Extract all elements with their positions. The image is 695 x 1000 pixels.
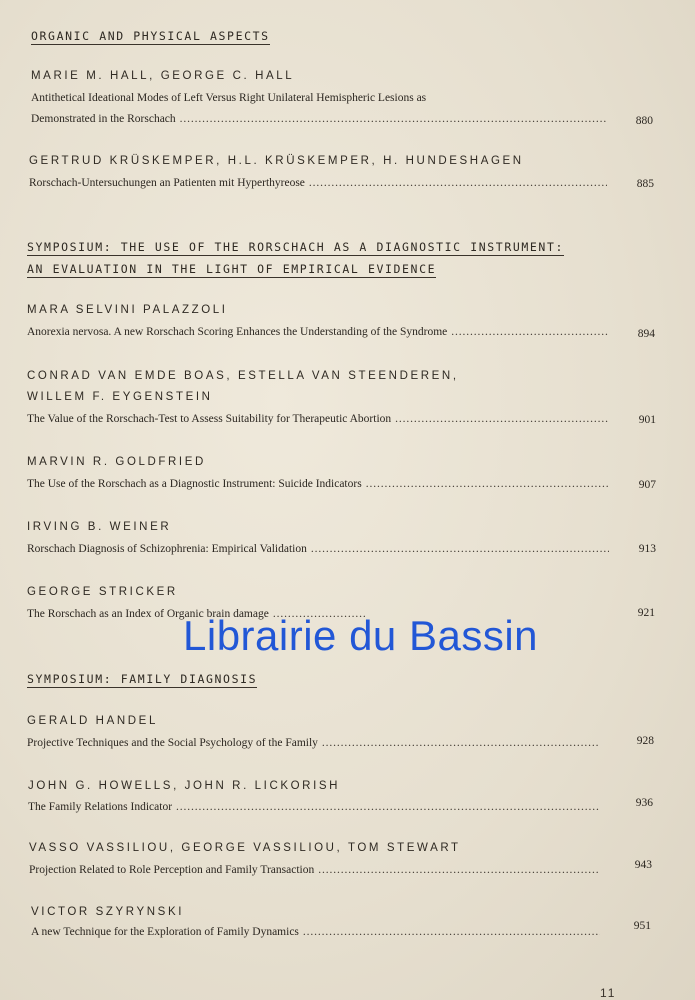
dot-leader [176, 801, 600, 813]
entry-title [31, 92, 611, 104]
entry-title-text: Projection Related to Role Perception and Family Transaction [29, 864, 315, 876]
dot-leader [318, 864, 600, 876]
section-heading: SYMPOSIUM: FAMILY DIAGNOSIS [27, 672, 258, 686]
entry-authors-continued: WILLEM F. EYGENSTEIN [27, 391, 213, 403]
entry-title-text: The Family Relations Indicator [28, 801, 173, 813]
entry-title-text: The Value of the Rorschach-Test to Assess Suitability for Therapeutic Abortion [27, 413, 392, 425]
entry-title-text: Demonstrated in the Rorschach [31, 113, 176, 125]
section-heading-continued: AN EVALUATION IN THE LIGHT OF EMPIRICAL EVIDENCE [27, 262, 437, 276]
entry-title-continued [31, 113, 606, 125]
entry-page-number: 928 [636, 735, 654, 747]
entry-title-text: The Rorschach as an Index of Organic brain damage [27, 608, 269, 620]
entry-title [27, 326, 609, 338]
entry-authors: GERTRUD KRÜSKEMPER, H.L. KRÜSKEMPER, H. HUNDESHAGEN [29, 155, 524, 167]
entry-page-number: 901 [638, 414, 656, 426]
section-heading: ORGANIC AND PHYSICAL ASPECTS [31, 29, 270, 43]
entry-title [31, 926, 600, 938]
dot-leader [322, 737, 600, 749]
entry-page-number: 880 [635, 115, 653, 127]
entry-title-text: Antithetical Ideational Modes of Left Versus Right Unilateral Hemispheric Lesions as [31, 92, 427, 104]
entry-page-number: 894 [637, 328, 655, 340]
entry-authors: IRVING B. WEINER [27, 521, 172, 533]
entry-title [29, 864, 600, 876]
dot-leader [309, 177, 607, 189]
entry-authors: MARA SELVINI PALAZZOLI [27, 304, 228, 316]
entry-authors: MARVIN R. GOLDFRIED [27, 456, 206, 468]
section-heading: SYMPOSIUM: THE USE OF THE RORSCHACH AS A DIAGNOSTIC INSTRUMENT: [27, 240, 564, 254]
dot-leader [395, 413, 609, 425]
entry-page-number: 943 [634, 859, 652, 871]
entry-authors: CONRAD VAN EMDE BOAS, ESTELLA VAN STEENDEREN, [27, 370, 459, 382]
entry-authors: GEORGE STRICKER [27, 586, 178, 598]
entry-title [27, 478, 609, 490]
watermark-text: Librairie du Bassin [183, 612, 539, 659]
dot-leader [451, 326, 609, 338]
entry-page-number: 936 [635, 797, 653, 809]
entry-authors: GERALD HANDEL [27, 715, 158, 727]
dot-leader [303, 926, 600, 938]
entry-page-number: 907 [638, 479, 656, 491]
entry-title-text: Rorschach Diagnosis of Schizophrenia: Empirical Validation [27, 543, 307, 555]
entry-page-number: 921 [637, 607, 655, 619]
dot-leader [180, 113, 606, 125]
entry-authors: VASSO VASSILIOU, GEORGE VASSILIOU, TOM STEWART [29, 842, 461, 854]
entry-authors: MARIE M. HALL, GEORGE C. HALL [31, 70, 295, 82]
entry-authors: VICTOR SZYRYNSKI [31, 906, 185, 918]
entry-title-text: Anorexia nervosa. A new Rorschach Scoring Enhances the Understanding of the Syndrome [27, 326, 448, 338]
entry-page-number: 913 [638, 543, 656, 555]
entry-title [27, 543, 609, 555]
dot-leader [366, 478, 609, 490]
dot-leader [311, 543, 609, 555]
entry-title-text: Rorschach-Untersuchungen an Patienten mit Hyperthyreose [29, 177, 305, 189]
entry-title [29, 177, 607, 189]
entry-title-text: The Use of the Rorschach as a Diagnostic Instrument: Suicide Indicators [27, 478, 362, 490]
entry-title [27, 737, 600, 749]
entry-page-number: 885 [636, 178, 654, 190]
entry-authors: JOHN G. HOWELLS, JOHN R. LICKORISH [28, 780, 341, 792]
entry-title-text: Projective Techniques and the Social Psychology of the Family [27, 737, 318, 749]
entry-page-number: 951 [633, 920, 651, 932]
entry-title-text: A new Technique for the Exploration of Family Dynamics [31, 926, 299, 938]
entry-title [27, 413, 609, 425]
page-folio: 11 [600, 986, 617, 1000]
entry-title [28, 801, 600, 813]
